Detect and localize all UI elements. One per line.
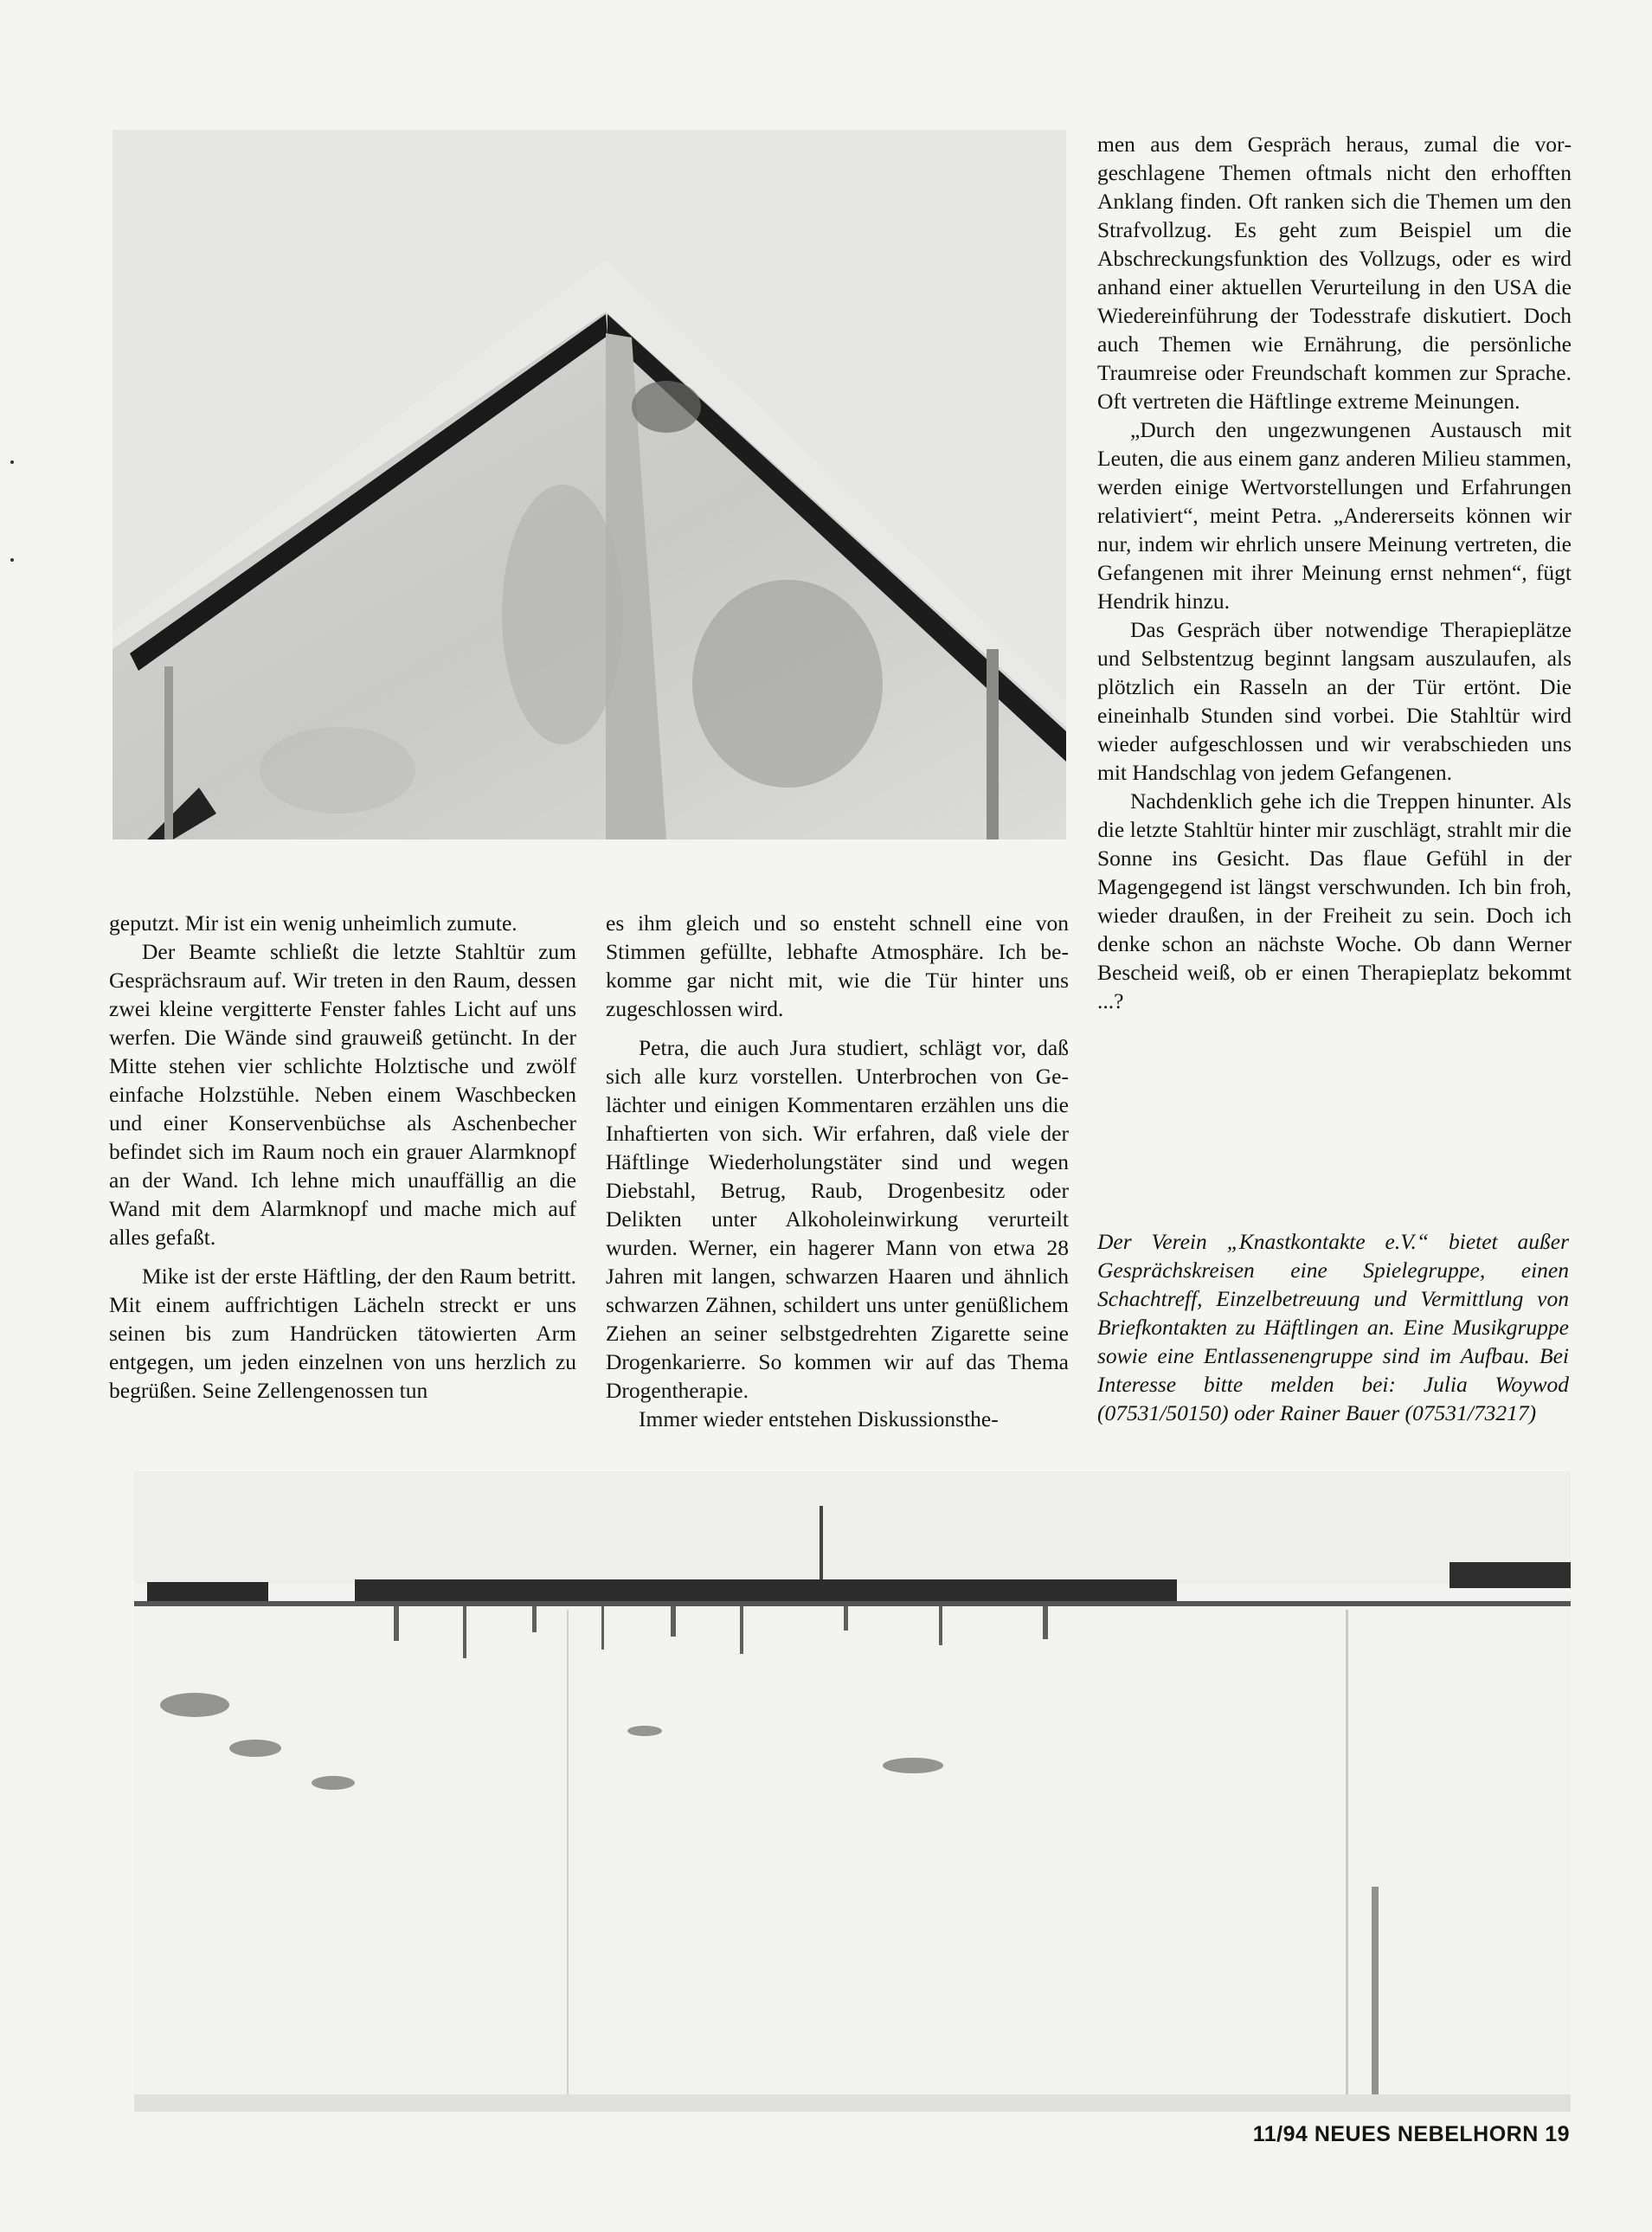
page-footer: 11/94 NEUES NEBELHORN 19: [1252, 2122, 1570, 2146]
paragraph: Immer wieder entstehen Diskussionsthe-: [639, 1406, 999, 1431]
article-column-middle: [606, 909, 1069, 1433]
paragraph: geputzt. Mir ist ein wenig unheimlich zumute.: [109, 910, 517, 936]
margin-speck: [10, 558, 14, 562]
article-column-right: [1097, 130, 1572, 1015]
paragraph: Der Beamte schließt die letzte Stahltür zum Gesprächsraum auf. Wir treten in den Raum, dessen zwei kleine vergitterte Fenster fahles Licht auf uns werfen. Die Wände sind grauweiß getüncht. In der Mitte stehen vier schlichte Holztische und zwölf einfache Holzstühle. Neben einem Waschbecken und einer Konservenbüchse als Aschenbecher befindet sich im Raum noch ein grauer Alarmknopf an der Wand. Ich lehne mich unauffällig an die Wand mit dem Alarmknopf und mache mich auf alles gefaßt.: [109, 939, 576, 1250]
paragraph: Nachdenklich gehe ich die Treppen hinunter. Als die letzte Stahltür hinter mir zuschlägt, strahlt mir die Sonne ins Gesicht. Das flaue Gefühl in der Magengegend ist längst verschwunden. Ich bin froh, wieder draußen, in der Freiheit zu sein. Doch ich denke schon an nächste Woche. Ob dann Werner Bescheid weiß, ob er einen Therapieplatz bekommt ...?: [1097, 788, 1572, 1013]
margin-speck: [10, 460, 14, 464]
info-box-text: Der Verein „Knastkontakte e.V.“ bietet außer Gesprächskreisen eine Spielegruppe, einen Schachtreff, Einzelbetreuung und Vermittlung von Briefkontakten zu Häftlingen an. Eine Musikgruppe sowie eine Entlassenengruppe sind im Aufbau. Bei Interesse bitte melden bei: Julia Woywod (07531/50150) oder Rainer Bauer (07531/73217): [1097, 1229, 1569, 1425]
photo-building-corner: [112, 130, 1066, 839]
paragraph: Petra, die auch Jura studiert, schlägt vor, daß sich alle kurz vorstellen. Unterbrochen von Gelächter und einigen Kommentaren erzählen uns die Inhaftierten von sich. Wir erfahren, daß viele der Häftlinge Wiederholungstäter sind und wegen Diebstahl, Betrug, Raub, Drogenbesitz oder Delikten unter Alkoholeinwirkung verurteilt wurden. Werner, ein hagerer Mann von etwa 28 Jahren mit langen, schwarzen Haaren und ähnlich schwarzen Zähnen, schildert uns unter genüßlichem Ziehen an seiner selbstgedrehten Zigarette seine Drogenkarierre. So kommen wir auf das Thema Drogentherapie.: [606, 1035, 1069, 1403]
paragraph: „Durch den ungezwungenen Austausch mit Leuten, die aus einem ganz anderen Milieu stammen, werden einige Wertvorstellungen und Erfahrungen relativiert“, meint Petra. „Andererseits können wir nur, indem wir ehrlich unsere Meinung vertreten, die Gefangenen mit ihrer Meinung ernst nehmen“, fügt Hendrik hinzu.: [1097, 417, 1572, 614]
paragraph: Mike ist der erste Häftling, der den Raum betritt. Mit einem auffrichtigen Lächeln streckt er uns seinen bis zum Handrücken tätowierten Arm entgegen, um jeden einzelnen von uns herzlich zu begrüßen. Seine Zellengenossen tun: [109, 1264, 576, 1403]
article-column-left: [109, 909, 576, 1405]
paragraph: es ihm gleich und so ensteht schnell eine von Stimmen gefüllte, lebhafte Atmosphäre. Ich bekomme gar nicht mit, wie die Tür hinter uns zugeschlossen wird.: [606, 910, 1069, 1021]
info-box: [1097, 1227, 1569, 1427]
paragraph: Das Gespräch über notwendige Therapieplätze und Selbstentzug beginnt langsam auszulaufen, als plötzlich ein Rasseln an der Tür ertönt. Die eineinhalb Stunden sind vorbei. Die Stahltür wird wieder aufgeschlossen und wir verabschieden uns mit Handschlag von jedem Gefangenen.: [1097, 617, 1572, 785]
paragraph: men aus dem Gespräch heraus, zumal die vorgeschlagene Themen oftmals nicht den erhofften Anklang finden. Oft ranken sich die Themen um den Strafvollzug. Es geht zum Beispiel um die Abschreckungsfunktion des Vollzugs, oder es wird anhand einer aktuellen Verurteilung in den USA die Wiedereinführung der Todesstrafe diskutiert. Doch auch Themen wie Ernährung, die persönliche Traumreise oder Freundschaft kommen zur Sprache. Oft vertreten die Häftlinge extreme Meinungen.: [1097, 132, 1572, 414]
photo-wall-top: [134, 1471, 1571, 2112]
